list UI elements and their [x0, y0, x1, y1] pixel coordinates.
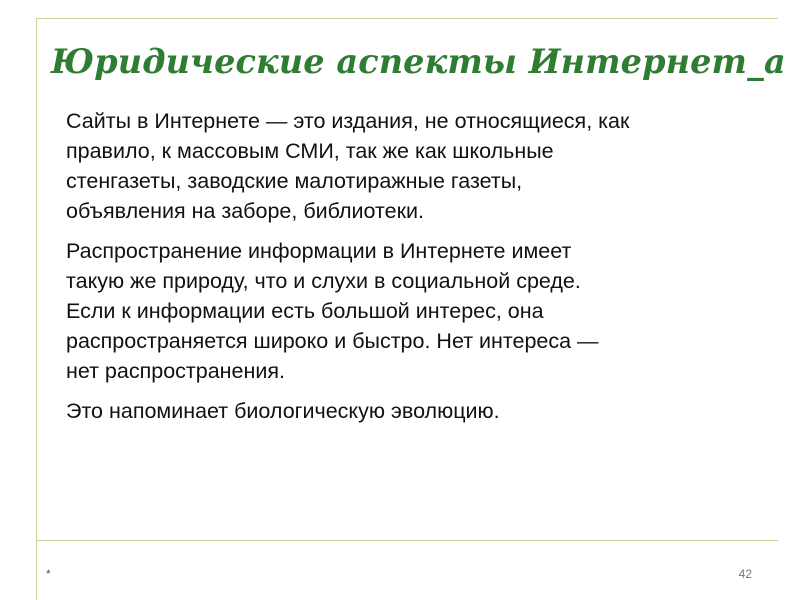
- frame-bottom-line: [36, 540, 778, 541]
- frame-left-line: [36, 18, 37, 600]
- paragraph-3: Это напоминает биологическую эволюцию.: [66, 399, 500, 423]
- footer-marker: *: [46, 567, 51, 581]
- slide-title: Юридические аспекты Интернет_а: [51, 42, 786, 81]
- slide-body: [66, 106, 781, 436]
- paragraph-1: Сайты в Интернете — это издания, не относящиеся, как правило, к массовым СМИ, так же как школьные стенгазеты, заводские малотиражные газеты, объявления на заборе, библиотеки.: [66, 109, 630, 223]
- frame-top-line: [36, 18, 778, 19]
- page-number: 42: [738, 567, 752, 581]
- paragraph-2: Распространение информации в Интернете имеет такую же природу, что и слухи в социальной среде. Если к информации есть большой интерес, она распространяется широко и быстро. Нет интереса — нет распространения.: [66, 239, 599, 383]
